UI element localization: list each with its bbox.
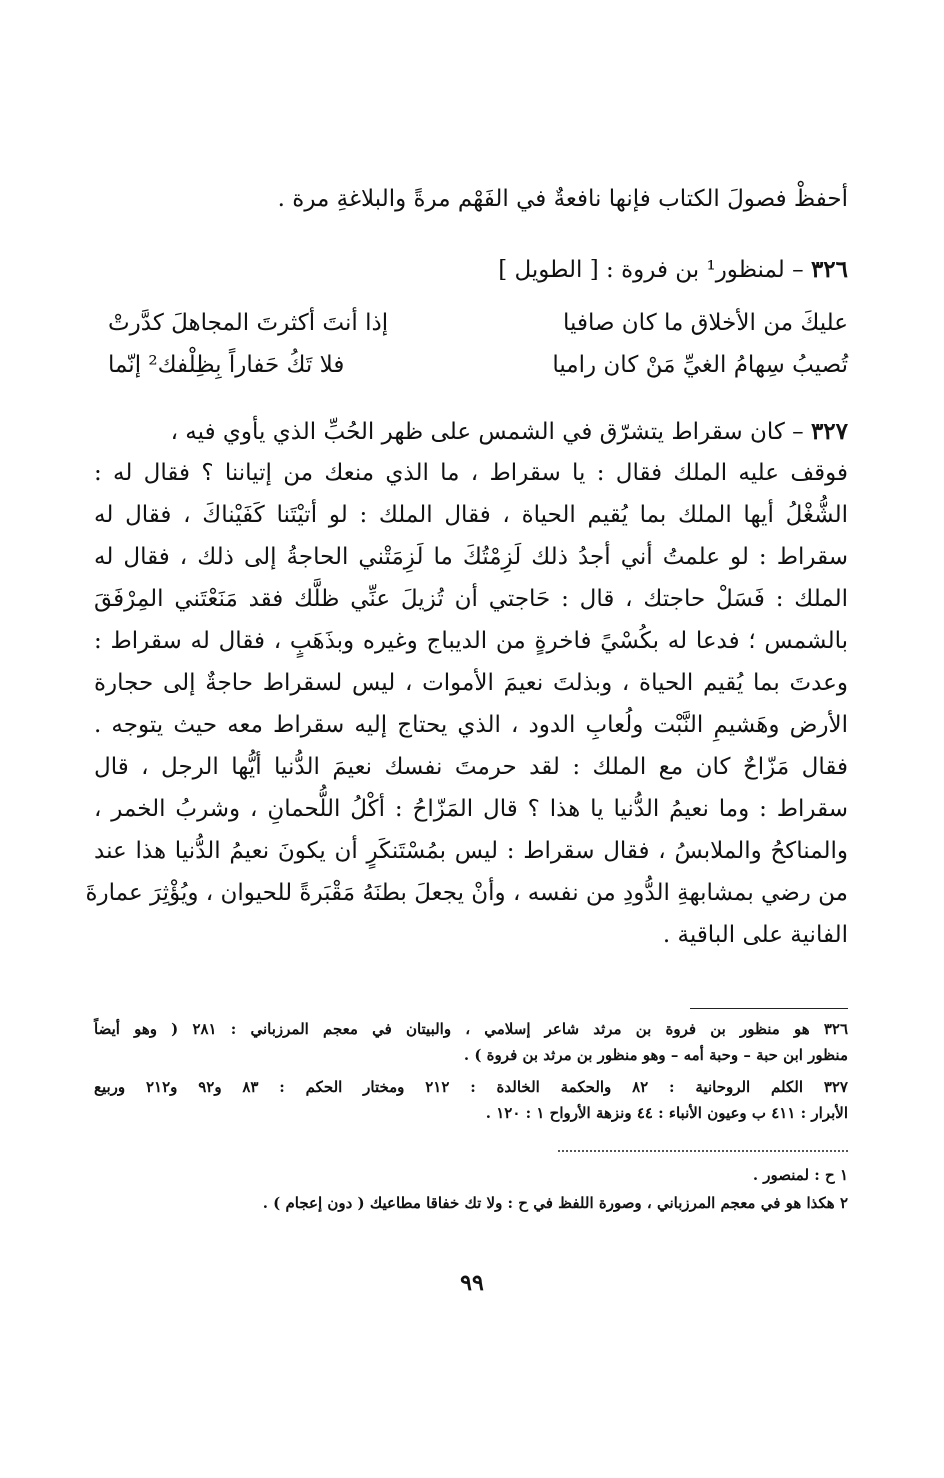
entry-327-line-9: فقال مَزّاحٌ كان مع الملك : لقد حرمتَ نفسك نعيمَ الدُّنيا أيُّها الرجل ، قال [94,754,849,780]
footnote-326-text-1: هو منظور بن فروة بن مرثد شاعر إسلامي ، والبيتان في معجم المرزباني : ٢٨١ ( وهو أيضاً [94,1020,810,1038]
verse-2-hemistich-a: فلا تَكُ حَفاراً بِظِلْفك² إنّما [108,352,345,378]
entry-327-line-11: والمناكحُ والملابسُ ، فقال سقراط : ليس بمُسْتَنكَرٍ أن يكونَ نعيمُ الدُّنيا هذا عند [94,838,848,864]
verse-line-2 [108,352,848,392]
variant-footnote-1: ١ ح : لمنصور . [752,1166,848,1184]
entry-327-line-1 [94,418,848,445]
entry-327-line-1-text: – كان سقراط يتشرّق في الشمس على ظهر الحُبِّ الذي يأوي فيه ، [170,419,804,445]
footnote-separator [690,1008,848,1009]
footnote-327-text-1: الكلم الروحانية : ٨٢ والحكمة الخالدة : ٢١٢ ومختار الحكم : ٨٣ و٩٢ و٢١٢ وربيع [94,1078,803,1096]
entry-326-heading [94,256,848,283]
entry-327-number: ٣٢٧ [810,418,848,445]
footnote-327-number: ٣٢٧ [823,1078,848,1096]
entry-327-line-10: سقراط : وما نعيمُ الدُّنيا يا هذا ؟ قال المَزّاحُ : أكْلُ اللُّحمانِ ، وشربُ الخمر ، [94,796,848,822]
footnote-326-line-2: منظور ابن حبة – وحبة أمه – وهو منظور بن مرثد بن فروة ) . [463,1046,848,1064]
entry-327-line-2: فوقف عليه الملك فقال : يا سقراط ، ما الذي منعك من إتياننا ؟ فقال له : [94,460,848,486]
entry-327-line-4: سقراط : لو علمتُ أني أجدُ ذلك لَزِمْتُكَ ما لَزِمَتْني الحاجةُ إلى ذلك ، فقال له [94,544,848,570]
footnote-326-number: ٣٢٦ [823,1020,848,1038]
entry-327-line-7: وعدتَ بما يُقيم الحياة ، وبذلتَ نعيمَ الأموات ، ليس لسقراط حاجةٌ إلى حجارة [94,670,849,696]
verse-1-hemistich-b: عليكَ من الأخلاق ما كان صافيا [563,310,848,336]
verse-2-hemistich-b: تُصيبُ سِهامُ الغيِّ مَنْ كان راميا [552,352,848,378]
entry-327-line-5: الملك : فَسَلْ حاجتك ، قال : حَاجتي أن تُزيلَ عنِّي ظلَّك فقد مَنَعْتَني المِرْفَقَ [94,586,848,612]
footnote-327-line-2: الأبرار : ٤١١ ب وعيون الأنباء : ٤٤ ونزهة الأرواح ١ : ١٢٠ . [485,1104,848,1122]
verse-1-hemistich-a: إذا أنتَ أكثرتَ المجاهلَ كدَّرتْ [108,310,389,336]
entry-327-line-12: من رضي بمشابهةِ الدُّودِ من نفسه ، وأنْ يجعلَ بطنَهُ مَقْبَرةً للحيوان ، ويُؤْثِرَ عمارةَ [85,880,848,906]
footnote-327-line-1 [94,1078,848,1096]
entry-327-line-13: الفانية على الباقية . [662,922,848,948]
entry-327-line-6: بالشمس ؛ فدعا له بكُسْيً فاخرةٍ من الديباج وغيره وبذَهَبٍ ، فقال له سقراط : [94,628,848,654]
entry-326-number: ٣٢٦ [810,256,848,283]
footnote-326-line-1 [94,1020,848,1038]
entry-327-line-8: الأرض وهَشيمِ النَّبْت ولُعابِ الدود ، الذي يحتاج إليه سقراط معه حيث يتوجه . [94,712,848,738]
variant-footnote-2: ٢ هكذا هو في معجم المرزباني ، وصورة اللفظ في ح : ولا تك خفاقا مطاعيك ( دون إعجام ) . [262,1194,848,1212]
intro-line: أحفظْ فصولَ الكتاب فإنها نافعةٌ في الفَهْم مرةً والبلاغةِ مرة . [277,186,848,212]
footnote-dotted-separator [558,1150,848,1152]
entry-327-line-3: الشُّغْلُ أيها الملك بما يُقيم الحياة ، فقال الملك : لو أتيْتَنا كَفَيْناكَ ، فقال له [94,502,848,528]
verse-line-1 [108,310,848,350]
page-number: ٩٩ [460,1270,484,1296]
entry-326-heading-text: – لمنظور¹ بن فروة : [ الطويل ] [498,257,804,283]
